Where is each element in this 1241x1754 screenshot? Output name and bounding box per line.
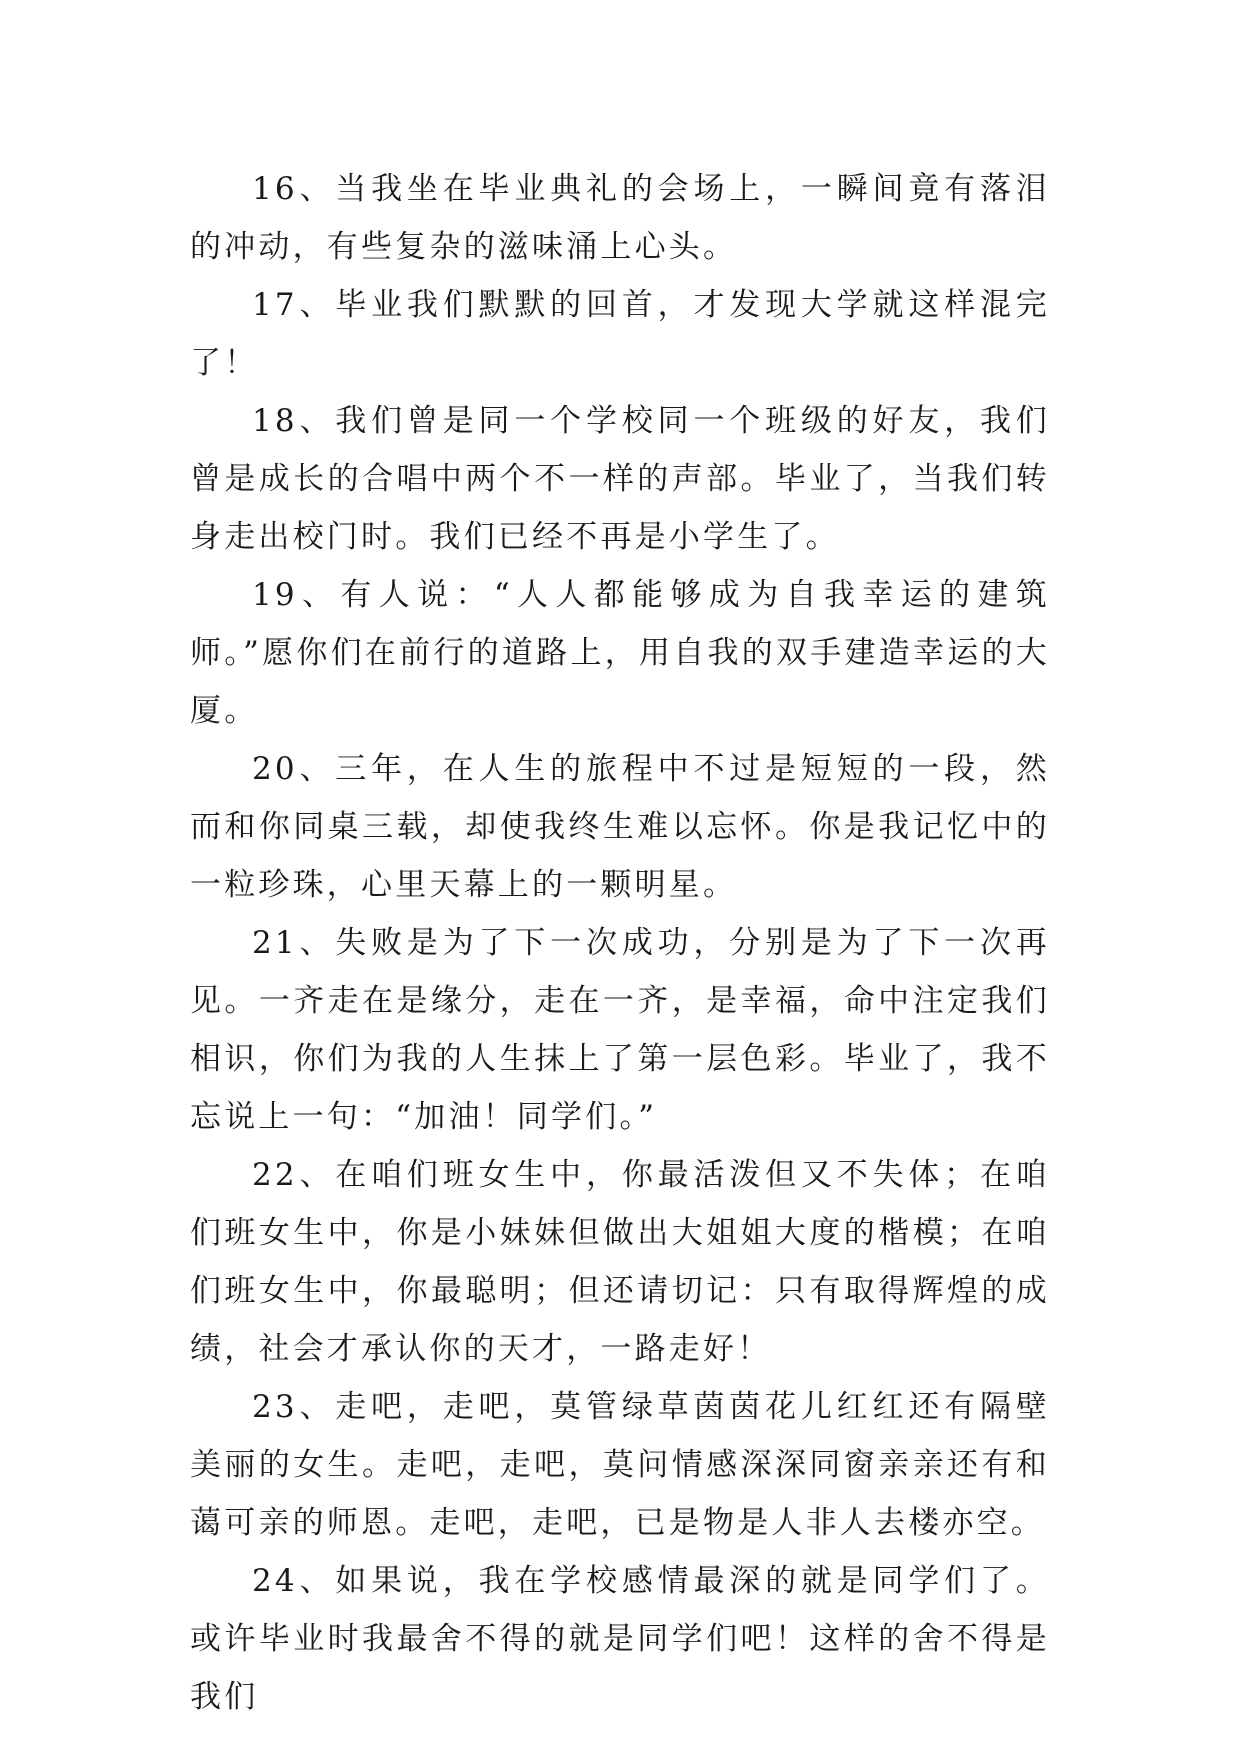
document-body — [190, 160, 1050, 1726]
paragraph-17: 17、毕业我们默默的回首，才发现大学就这样混完了！ — [190, 287, 1050, 381]
paragraph-22: 22、在咱们班女生中，你最活泼但又不失体；在咱们班女生中，你是小妹妹但做出大姐姐大度的楷模；在咱们班女生中，你最聪明；但还请切记：只有取得辉煌的成绩，社会才承认你的天才，一路走好！ — [190, 1157, 1050, 1367]
paragraph-18: 18、我们曾是同一个学校同一个班级的好友，我们曾是成长的合唱中两个不一样的声部。毕业了，当我们转身走出校门时。我们已经不再是小学生了。 — [190, 403, 1050, 555]
paragraph-21: 21、失败是为了下一次成功，分别是为了下一次再见。一齐走在是缘分，走在一齐，是幸福，命中注定我们相识，你们为我的人生抹上了第一层色彩。毕业了，我不忘说上一句：“加油！同学们。” — [190, 925, 1050, 1135]
paragraph-16: 16、当我坐在毕业典礼的会场上，一瞬间竟有落泪的冲动，有些复杂的滋味涌上心头。 — [190, 171, 1050, 265]
paragraph-20: 20、三年，在人生的旅程中不过是短短的一段，然而和你同桌三载，却使我终生难以忘怀。你是我记忆中的一粒珍珠，心里天幕上的一颗明星。 — [190, 751, 1050, 903]
paragraph-23: 23、走吧，走吧，莫管绿草茵茵花儿红红还有隔壁美丽的女生。走吧，走吧，莫问情感深深同窗亲亲还有和蔼可亲的师恩。走吧，走吧，已是物是人非人去楼亦空。 — [190, 1389, 1050, 1541]
paragraph-24: 24、如果说，我在学校感情最深的就是同学们了。或许毕业时我最舍不得的就是同学们吧！这样的舍不得是我们 — [190, 1563, 1050, 1715]
paragraph-19: 19、有人说：“人人都能够成为自我幸运的建筑师。”愿你们在前行的道路上，用自我的双手建造幸运的大厦。 — [190, 577, 1050, 729]
